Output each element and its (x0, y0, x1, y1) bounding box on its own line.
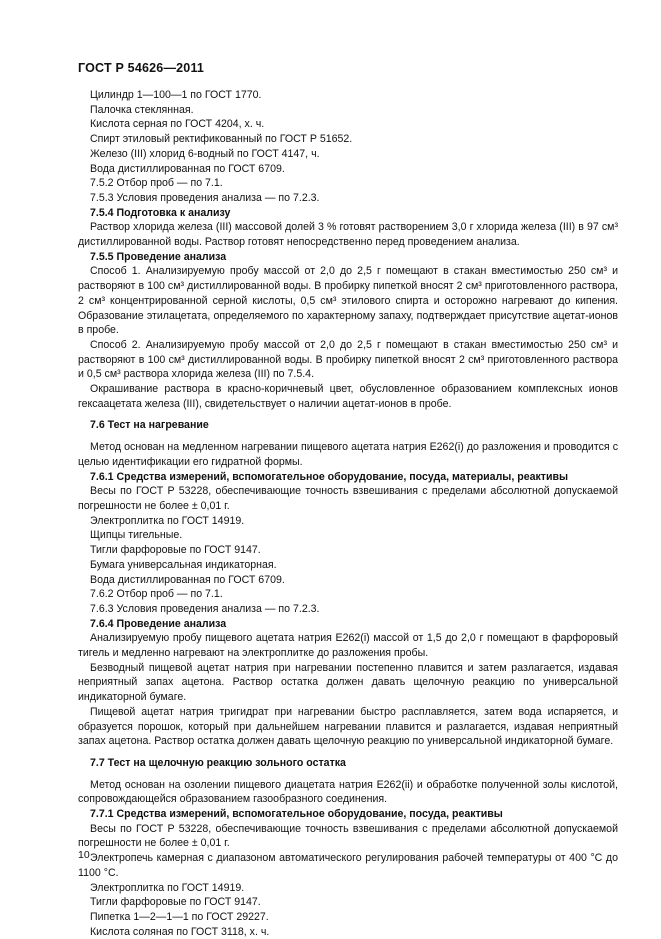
paragraph: Весы по ГОСТ Р 53228, обеспечивающие точность взвешивания с пределами абсолютной допускаемой погрешности не более ± 0,01 г. (78, 485, 618, 512)
text-line: 7.6.3 Условия проведения анализа — по 7.2.3. (90, 602, 320, 615)
text-line: 7.5.2 Отбор проб — по 7.1. (90, 177, 223, 190)
paragraph: Весы по ГОСТ Р 53228, обеспечивающие точность взвешивания с пределами абсолютной допускаемой погрешности не более ± 0,01 г. (78, 822, 618, 850)
text-line: Пипетка 1—2—1—1 по ГОСТ 29227. (90, 910, 269, 923)
paragraph: Раствор хлорида железа (III) массовой долей 3 % готовят растворением 3,0 г хлорида железа (III) в 97 см³ дистиллированной воды. Раствор готовят непосредственно перед проведением анализа. (78, 221, 618, 249)
text-line: Электроплитка по ГОСТ 14919. (90, 881, 245, 894)
text-line: Тигли фарфоровые по ГОСТ 9147. (90, 896, 261, 909)
text-line: Железо (III) хлорид 6-водный по ГОСТ 4147, ч. (90, 147, 320, 160)
paragraph: Анализируемую пробу пищевого ацетата натрия Е262(i) массой от 1,5 до 2,0 г помещают в фарфоровый тигель и медленно нагревают на электроплитке до разложения пробы. (78, 632, 618, 660)
text-line: Кислота соляная по ГОСТ 3118, х. ч. (90, 925, 270, 938)
text-line: Электроплитка по ГОСТ 14919. (90, 514, 245, 527)
section-heading: 7.5.4 Подготовка к анализу (90, 206, 231, 219)
document-header: ГОСТ Р 54626—2011 (78, 61, 205, 75)
section-heading: 7.6.4 Проведение анализа (90, 617, 227, 630)
section-heading: 7.7.1 Средства измерений, вспомогательное оборудование, посуда, реактивы (90, 808, 503, 821)
document-body (78, 88, 618, 939)
text-line: Бумага универсальная индикаторная. (90, 558, 277, 571)
paragraph: Окрашивание раствора в красно-коричневый цвет, обусловленное образованием комплексных ионов гексаацетата железа (III), свидетельствует о наличии ацетат-ионов в пробе. (78, 383, 618, 410)
text-line: Спирт этиловый ректификованный по ГОСТ Р 51652. (90, 133, 353, 146)
paragraph: Способ 1. Анализируемую пробу массой от 2,0 до 2,5 г помещают в стакан вместимостью 250 см³ и растворяют в 100 см³ дистиллированной воды. В пробирку пипеткой вносят 2 см³ приготовленного раствора, 2 см³ концентрированной серной кислоты, 0,5 см³ этилового спирта и осторожно нагревают до кипения. Образование этилацетата, определяемого по характерному запаху, подтверждает присутствие ацетат-ионов в пробе. (78, 265, 618, 337)
paragraph: Метод основан на медленном нагревании пищевого ацетата натрия Е262(i) до разложения и проводится с целью идентификации его гидратной формы. (78, 441, 618, 468)
section-heading: 7.6 Тест на нагревание (90, 419, 209, 432)
paragraph: Безводный пищевой ацетат натрия при нагревании постепенно плавится и затем разлагается, издавая неприятный запах ацетона. Раствор остатка должен давать щелочную реакцию по универсальной индикаторной бумаге. (78, 661, 618, 704)
paragraph: Электропечь камерная с диапазоном автоматического регулирования рабочей температуры от 400 °С до 1100 °С. (78, 852, 618, 879)
text-line: Кислота серная по ГОСТ 4204, х. ч. (90, 118, 265, 131)
paragraph: Способ 2. Анализируемую пробу массой от 2,0 до 2,5 г помещают в стакан вместимостью 250 см³ и растворяют в 100 см³ дистиллированной воды. В пробирку пипеткой вносят 2 см³ приготовленного раствора и 0,5 см³ раствора хлорида железа (III) по 7.5.4. (78, 338, 618, 381)
section-heading: 7.6.1 Средства измерений, вспомогательное оборудование, посуда, материалы, реактивы (90, 470, 569, 483)
text-line: 7.5.3 Условия проведения анализа — по 7.2.3. (90, 191, 320, 204)
section-heading: 7.5.5 Проведение анализа (90, 250, 227, 263)
paragraph: Пищевой ацетат натрия тригидрат при нагревании быстро расплавляется, затем вода испаряется, и образуется порошок, который при дальнейшем нагревании плавится и разлагается, издавая неприятный запах ацетона. Раствор остатка должен давать щелочную реакцию по универсальной индикаторной бумаге. (78, 705, 618, 748)
text-line: Тигли фарфоровые по ГОСТ 9147. (90, 544, 261, 557)
text-line: Цилиндр 1—100—1 по ГОСТ 1770. (90, 89, 262, 101)
text-line: Палочка стеклянная. (90, 103, 194, 116)
text-line: Вода дистиллированная по ГОСТ 6709. (90, 573, 285, 586)
text-line: 7.6.2 Отбор проб — по 7.1. (90, 588, 223, 601)
text-line: Вода дистиллированная по ГОСТ 6709. (90, 162, 285, 175)
section-heading: 7.7 Тест на щелочную реакцию зольного остатка (90, 756, 346, 769)
text-line: Щипцы тигельные. (90, 529, 183, 542)
paragraph: Метод основан на озолении пищевого диацетата натрия Е262(ii) и обработке полученной золы кислотой, сопровождающейся образованием газообразного соединения. (78, 778, 618, 806)
page-number: 10 (78, 849, 90, 861)
